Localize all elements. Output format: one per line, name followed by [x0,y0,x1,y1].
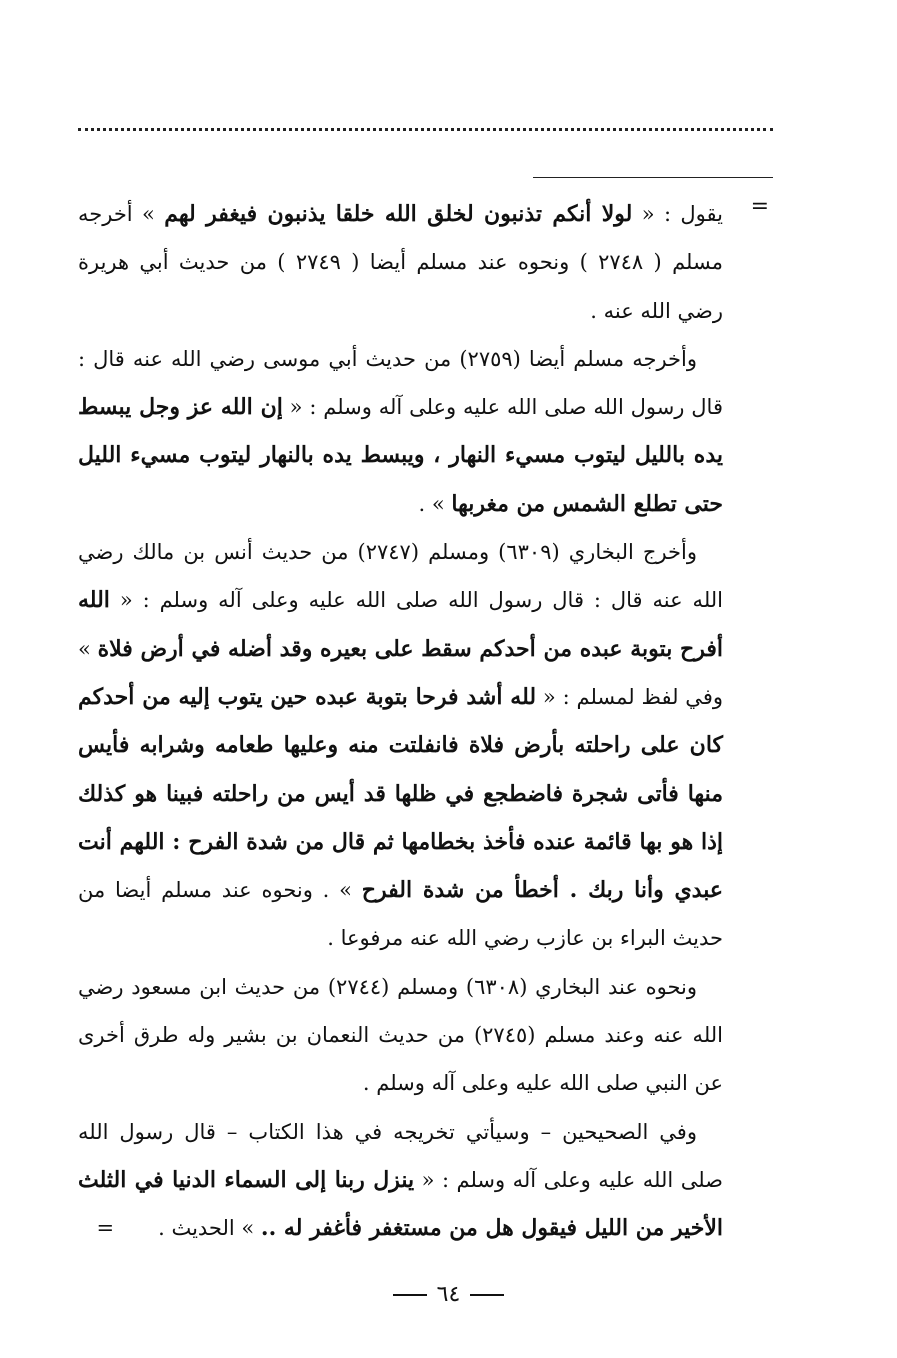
footnote-separator-rule [533,177,773,178]
hadith-quote: الله أفرح بتوبة عبده من أحدكم سقط على بعيره وقد أضله في أرض فلاة [78,587,723,662]
hadith-quote: ينزل ربنا إلى السماء الدنيا في الثلث الأخير من الليل فيقول هل من مستغفر فأغفر له .. [78,1166,723,1242]
page-number-dash-right [470,1294,504,1296]
plain-text: » الحديث . [158,1216,261,1241]
plain-text: وفي الصحيحين – وسيأتي تخريجه في هذا الكتاب – قال رسول الله صلى الله عليه وعلى آله وسلم : « [78,1119,723,1192]
page-number [0,1282,897,1307]
plain-text: ونحوه عند البخاري (٦٣٠٨) ومسلم (٢٧٤٤) من حديث ابن مسعود رضي الله عنه وعند مسلم (٢٧٤٥) من حديث النعمان بن بشير وله طرق أخرى عن النبي صلى الله عليه وعلى آله وسلم . [78,974,723,1096]
footnote-continuation-mark-end: = [96,1216,115,1241]
footnote-continuation-mark-start: = [750,194,769,219]
plain-text: وأخرجه مسلم أيضا (٢٧٥٩) من حديث أبي موسى رضي الله عنه قال : قال رسول الله صلى الله عليه وعلى آله وسلم : « [78,346,723,420]
footnote-paragraph-5 [78,1108,723,1253]
page-number-dash-left [393,1294,427,1296]
footnote-paragraph-4 [78,963,723,1108]
plain-text: » أخرجه مسلم ( ٢٧٤٨ ) ونحوه عند مسلم أيضا ( ٢٧٤٩ ) من حديث أبي هريرة رضي الله عنه . [78,202,723,323]
hadith-quote: إن الله عز وجل يبسط يده بالليل ليتوب مسيء النهار ، ويبسط يده بالنهار ليتوب مسيء الليل حتى تطلع الشمس من مغربها [78,394,723,517]
footnote-paragraph-1 [78,190,723,335]
hadith-quote: لولا أنكم تذنبون لخلق الله خلقا يذنبون فيغفر لهم [164,201,633,227]
plain-text: » . ونحوه عند مسلم أيضا من حديث البراء بن عازب رضي الله عنه مرفوعا . [78,878,723,951]
footnote-paragraph-3 [78,528,723,963]
plain-text: » . [418,491,452,516]
dotted-separator [78,128,773,131]
footnote-body [78,190,723,1253]
plain-text: » وفي لفظ لمسلم : « [78,636,723,709]
page-number-value: ٦٤ [436,1282,461,1307]
plain-text: وأخرج البخاري (٦٣٠٩) ومسلم (٢٧٤٧) من حديث أنس بن مالك رضي الله عنه قال : قال رسول الله صلى الله عليه وعلى آله وسلم : « [78,540,723,613]
plain-text: يقول : « [632,202,723,226]
hadith-quote: لله أشد فرحا بتوبة عبده حين يتوب إليه من أحدكم كان على راحلته بأرض فلاة فانفلتت منه وعليها طعامه وشرابه فأيس منها فأتى شجرة فاضطجع في ظلها قد أيس من راحلته فبينا هو كذلك إذا هو بها قائمة عنده فأخذ بخطامها ثم قال من شدة الفرح : اللهم أنت عبدي وأنا ربك . أخطأ من شدة الفرح [78,683,723,904]
footnote-paragraph-2 [78,335,723,528]
